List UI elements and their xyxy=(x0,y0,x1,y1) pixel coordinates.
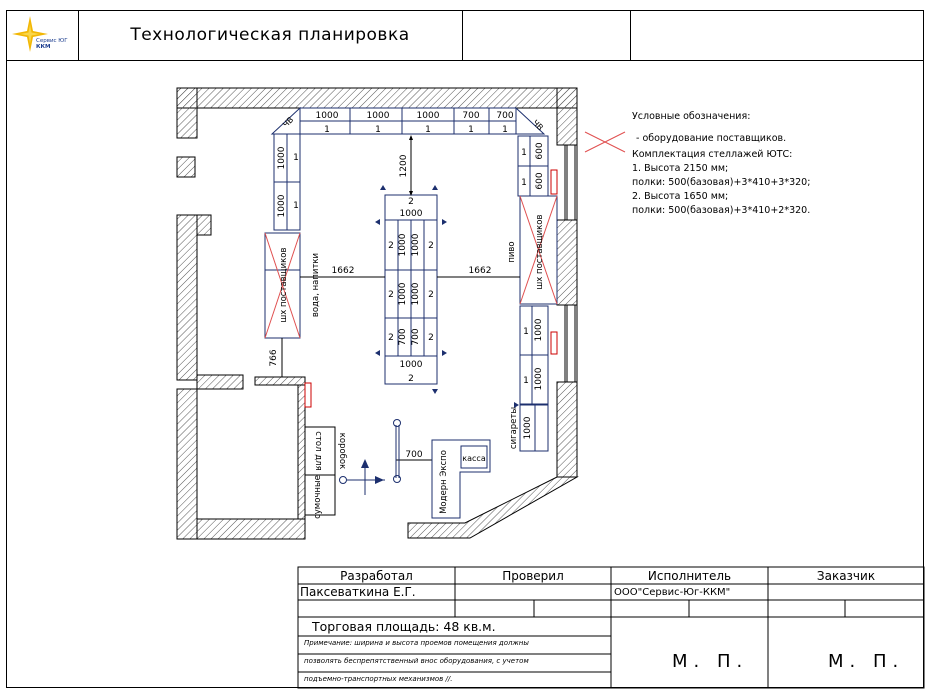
zone-label: сигареты xyxy=(509,406,519,450)
dimension-label: 700 xyxy=(405,450,423,460)
shelf-dim: 1000 xyxy=(416,111,440,121)
note-line: Примечание: ширина и высота проемов помещения должны xyxy=(304,639,529,647)
legend-item: Комплектация стеллажей ЮТС: xyxy=(632,149,793,160)
corner-label: ЧВ xyxy=(530,118,545,133)
zone-label: вода, напитки xyxy=(311,252,321,318)
logo-text: ККМ xyxy=(36,44,51,50)
executor-name: ООО"Сервис-Юг-ККМ" xyxy=(614,586,731,598)
shelf-dim: 1000 xyxy=(411,233,421,257)
corner-label: ЧВ xyxy=(281,115,296,130)
legend-item: полки: 500(базовая)+3*410+3*320; xyxy=(632,177,811,188)
executor-label: Исполнитель xyxy=(647,568,732,583)
counter-label: Модерн Экспо xyxy=(439,450,449,514)
zone-label: стол для xyxy=(313,431,323,471)
shelf-type: 2 xyxy=(428,333,434,343)
zone-label: коробок xyxy=(337,432,347,470)
shelf-dim: 600 xyxy=(535,142,545,160)
shelf-dim: 1000 xyxy=(534,318,544,342)
shelf-dim: 600 xyxy=(535,172,545,190)
shelf-dim: 700 xyxy=(496,111,514,121)
shelf-dim: 700 xyxy=(411,328,421,346)
cash-register-label: касса xyxy=(462,454,486,463)
shelf-type: 2 xyxy=(408,374,414,384)
retail-area: Торговая площадь: 48 кв.м. xyxy=(312,619,496,634)
shelf-type: 1 xyxy=(521,148,527,158)
shelf-dim: 1000 xyxy=(411,282,421,306)
shelf-type: 1 xyxy=(293,201,299,211)
shelf-type: 1 xyxy=(502,125,508,135)
shelf-dim: 1000 xyxy=(399,209,423,219)
shelf-type: 2 xyxy=(428,241,434,251)
checked-label: Проверил xyxy=(502,568,564,583)
note-line: подъемно-транспортных механизмов //. xyxy=(304,675,453,683)
seal-placeholder: М. П. xyxy=(672,651,749,672)
page-title: Технологическая планировка xyxy=(130,25,410,45)
customer-label: Заказчик xyxy=(816,568,876,583)
note-line: позволять беспрепятственный внос оборудования, с учетом xyxy=(304,657,529,665)
dimension-label: 1200 xyxy=(399,154,409,178)
shelf-dim: 1000 xyxy=(315,111,339,121)
shelf-dim: 700 xyxy=(398,328,408,346)
shelf-type: 1 xyxy=(468,125,474,135)
shelf-dim: 1000 xyxy=(523,416,533,440)
legend-title: Условные обозначения: xyxy=(632,111,751,122)
legend-item: полки: 500(базовая)+3*410+2*320. xyxy=(632,205,811,216)
shelf-type: 1 xyxy=(425,125,431,135)
shelf-type: 1 xyxy=(293,153,299,163)
shelf-dim: 1000 xyxy=(277,146,287,170)
developed-label: Разработал xyxy=(340,568,413,583)
supplier-label: шх поставщиков xyxy=(535,214,545,290)
seal-placeholder: М. П. xyxy=(828,651,905,672)
shelf-dim: 1000 xyxy=(398,282,408,306)
dimension-label: 766 xyxy=(269,349,279,367)
shelf-type: 1 xyxy=(523,327,529,337)
shelf-dim: 1000 xyxy=(366,111,390,121)
legend-item: - оборудование поставщиков. xyxy=(636,133,787,144)
shelf-type: 2 xyxy=(388,333,394,343)
legend-item: 2. Высота 1650 мм; xyxy=(632,191,729,202)
shelf-dim: 1000 xyxy=(399,360,423,370)
shelf-type: 2 xyxy=(428,290,434,300)
logo-text: Сервис ЮГ xyxy=(36,38,68,44)
shelf-dim: 1000 xyxy=(277,194,287,218)
shelf-dim: 1000 xyxy=(398,233,408,257)
shelf-dim: 700 xyxy=(462,111,480,121)
shelf-type: 1 xyxy=(523,376,529,386)
shelf-type: 2 xyxy=(408,197,414,207)
developer-name: Паксеваткина Е.Г. xyxy=(300,585,416,599)
dimension-label: 1662 xyxy=(468,266,492,276)
zone-label: сумочные xyxy=(313,475,323,519)
dimension-label: 1662 xyxy=(331,266,355,276)
shelf-type: 2 xyxy=(388,241,394,251)
shelf-dim: 1000 xyxy=(534,367,544,391)
shelf-type: 1 xyxy=(521,178,527,188)
shelf-type: 1 xyxy=(375,125,381,135)
zone-label: пиво xyxy=(507,241,517,263)
shelf-type: 2 xyxy=(388,290,394,300)
shelf-type: 1 xyxy=(324,125,330,135)
supplier-label: шх поставщиков xyxy=(279,247,289,323)
legend-item: 1. Высота 2150 мм; xyxy=(632,163,729,174)
